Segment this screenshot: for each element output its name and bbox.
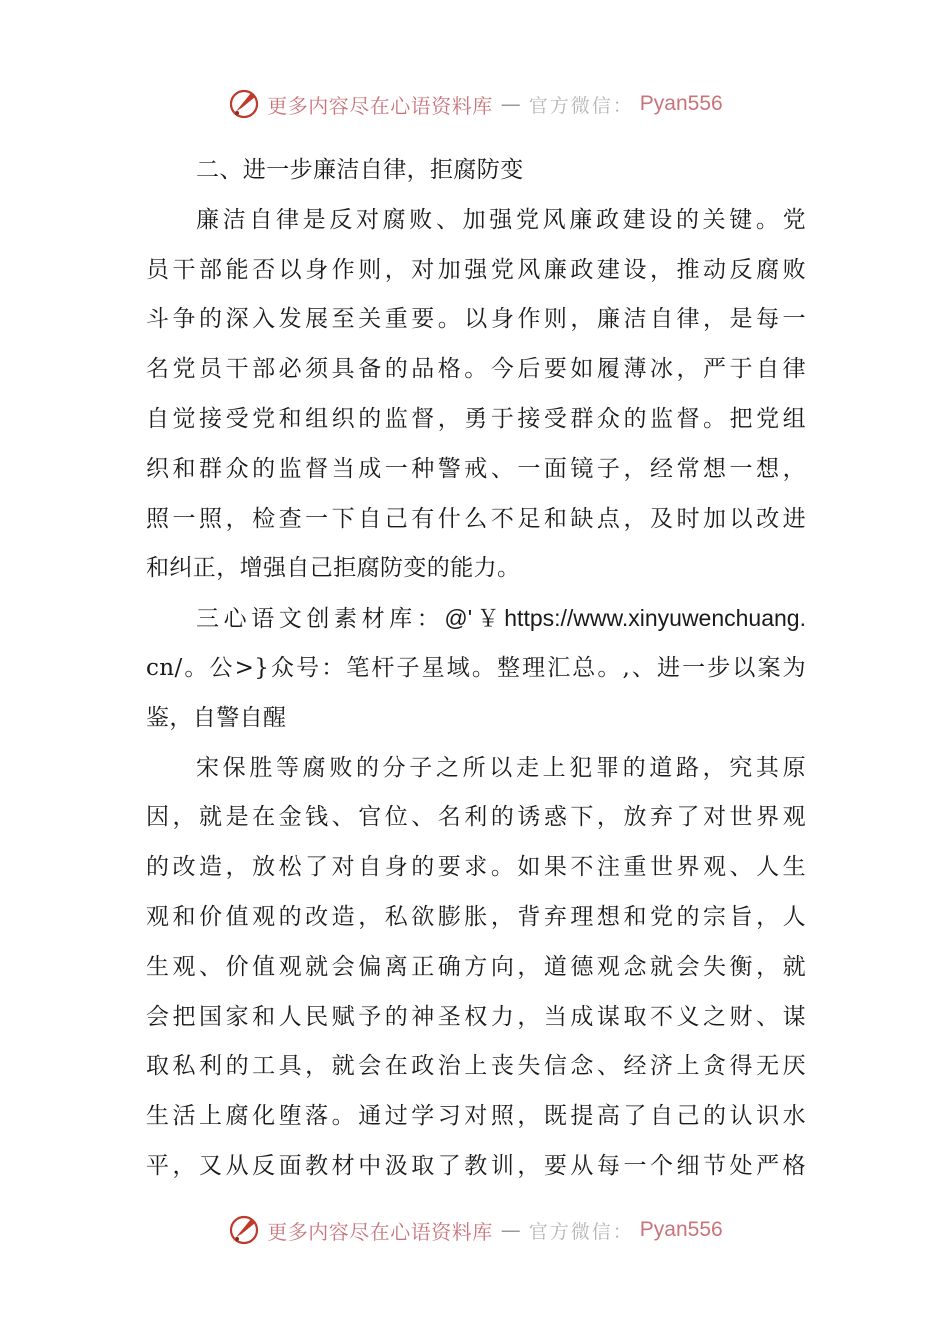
text-line: 生观、价值观就会偏离正确方向，道德观念就会失衡，就 xyxy=(146,953,806,980)
text-line: 三心语文创素材库：@'￥https://www.xinyuwenchuang. xyxy=(196,605,806,632)
text-line: 观和价值观的改造，私欲膨胀，背弃理想和党的宗旨，人 xyxy=(146,903,806,930)
header-wechat-id: Pyan556 xyxy=(639,92,723,115)
header-wechat-label: 官方微信： xyxy=(528,94,634,117)
header-banner xyxy=(0,84,950,124)
quill-logo-icon xyxy=(227,87,261,121)
text-line: 的改造，放松了对自身的要求。如果不注重世界观、人生 xyxy=(146,854,806,881)
footer-banner xyxy=(0,1210,950,1250)
text-line: 斗争的深入发展至关重要。以身作则，廉洁自律，是每一 xyxy=(146,306,806,333)
text-line: 鉴，自警自醒 xyxy=(146,704,287,731)
text-line: 二、进一步廉洁自律，拒腐防变 xyxy=(196,157,524,183)
text-line: 取私利的工具，就会在政治上丧失信念、经济上贪得无厌 xyxy=(146,1053,806,1080)
text-line: 照一照，检查一下自己有什么不足和缺点，及时加以改进 xyxy=(146,505,806,532)
document-body xyxy=(146,146,806,1192)
text-line: 宋保胜等腐败的分子之所以走上犯罪的道路，究其原 xyxy=(196,754,806,781)
text-line: 员干部能否以身作则，对加强党风廉政建设，推动反腐败 xyxy=(146,256,806,283)
text-line: 织和群众的监督当成一种警戒、一面镜子，经常想一想， xyxy=(146,455,806,482)
text-line: 和纠正，增强自己拒腐防变的能力。 xyxy=(146,555,521,582)
footer-wechat-label: 官方微信： xyxy=(528,1220,634,1243)
footer-site-text: 更多内容尽在心语资料库 xyxy=(267,1219,493,1244)
text-line: 会把国家和人民赋予的神圣权力，当成谋取不义之财、谋 xyxy=(146,1003,806,1030)
text-line: 名党员干部必须具备的品格。今后要如履薄冰，严于自律 xyxy=(146,356,806,383)
text-line: 生活上腐化堕落。通过学习对照，既提高了自己的认识水 xyxy=(146,1103,806,1130)
quill-logo-icon xyxy=(227,1213,261,1247)
text-line: 自觉接受党和组织的监督，勇于接受群众的监督。把党组 xyxy=(146,405,806,432)
text-line: 平，又从反面教材中汲取了教训，要从每一个细节处严格 xyxy=(146,1152,806,1179)
text-line: cn/。公>}众号：笔杆子星域。整理汇总。,、进一步以案为 xyxy=(146,654,806,681)
footer-wechat-id: Pyan556 xyxy=(639,1218,723,1241)
header-dash: — xyxy=(500,92,521,116)
header-site-text: 更多内容尽在心语资料库 xyxy=(267,93,493,118)
text-line: 因，就是在金钱、官位、名利的诱惑下，放弃了对世界观 xyxy=(146,804,806,831)
text-line: 廉洁自律是反对腐败、加强党风廉政建设的关键。党 xyxy=(196,206,806,233)
footer-dash: — xyxy=(500,1218,521,1242)
